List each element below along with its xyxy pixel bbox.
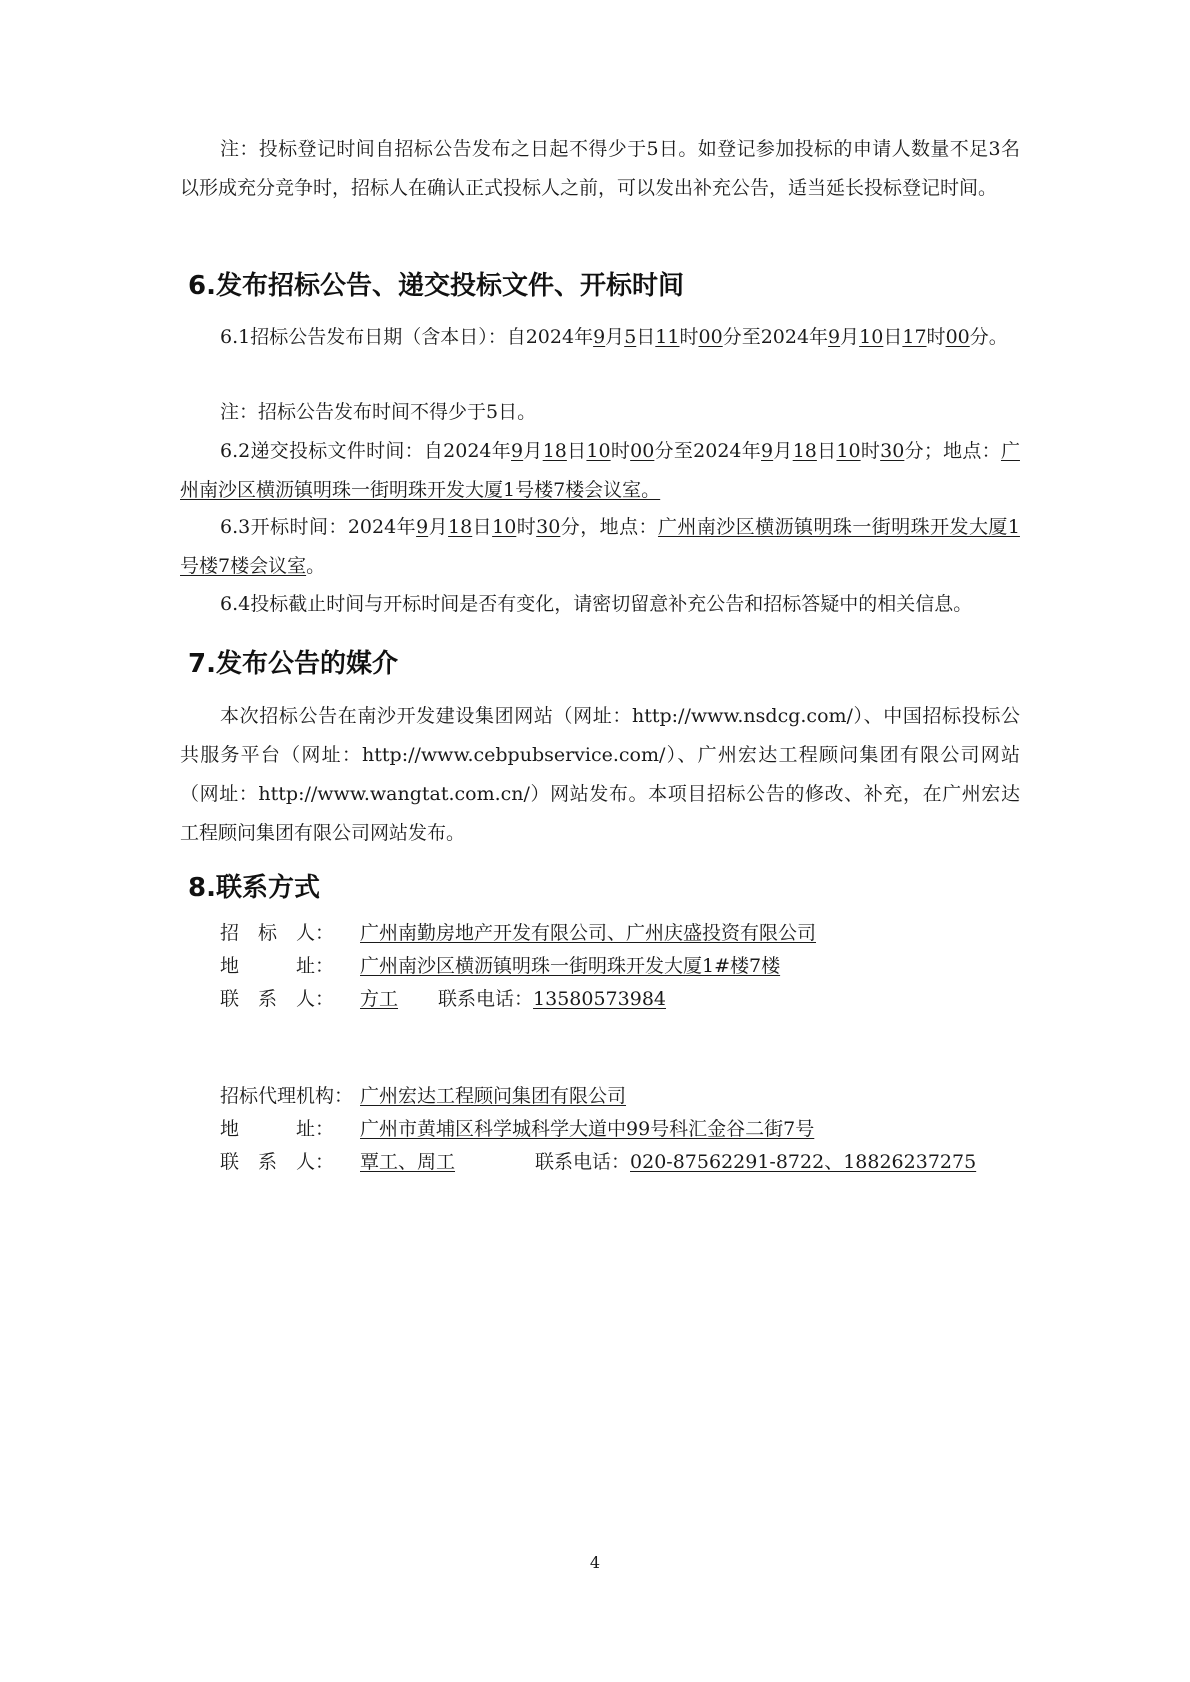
- section-7-body: 本次招标公告在南沙开发建设集团网站（网址：http://www.nsdcg.com/）、中国招标投标公共服务平台（网址：http://www.cebpubservice.com/）、广州宏达工程顾问集团有限公司网站（网址：http://www.wangtat.com.cn/）网站发布。本项目招标公告的修改、补充，在广州宏达工程顾问集团有限公司网站发布。: [180, 705, 1020, 844]
- section-6-1: 6.1招标公告发布日期（含本日）：自2024年9月5日11时00分至2024年9月10日17时00分。: [220, 326, 1008, 348]
- section-6-2: 6.2递交投标文件时间：自2024年9月18日10时00分至2024年9月18日10时30分；地点：广州南沙区横沥镇明珠一街明珠开发大厦1号楼7楼会议室。: [180, 440, 1020, 501]
- publish-time-note: 注：招标公告发布时间不得少于5日。: [220, 401, 537, 423]
- agency-contact-row: 联 系 人： 覃工、周工 联系电话：020-87562291-8722、18826237275: [220, 1151, 977, 1173]
- section-6-3: 6.3开标时间：2024年9月18日10时30分，地点：广州南沙区横沥镇明珠一街明珠开发大厦1号楼7楼会议室。: [180, 516, 1020, 577]
- agency-address-row: 地 址： 广州市黄埔区科学城科学大道中99号科汇金谷二街7号: [220, 1118, 815, 1140]
- tenderer-address-row: 地 址： 广州南沙区横沥镇明珠一街明珠开发大厦1#楼7楼: [220, 955, 781, 977]
- section-6-4: 6.4投标截止时间与开标时间是否有变化，请密切留意补充公告和招标答疑中的相关信息。: [220, 593, 973, 615]
- section-8-heading: 8.联系方式: [188, 873, 320, 903]
- agency-name-row: 招标代理机构： 广州宏达工程顾问集团有限公司: [220, 1085, 627, 1107]
- page-number: 4: [589, 1553, 601, 1572]
- tenderer-contact-row: 联 系 人： 方工 联系电话：13580573984: [220, 988, 667, 1010]
- section-6-heading: 6.发布招标公告、递交投标文件、开标时间: [188, 271, 684, 301]
- tenderer-name-row: 招 标 人： 广州南勤房地产开发有限公司、广州庆盛投资有限公司: [220, 922, 817, 944]
- registration-note: 注：投标登记时间自招标公告发布之日起不得少于5日。如登记参加投标的申请人数量不足3名以形成充分竞争时，招标人在确认正式投标人之前，可以发出补充公告，适当延长投标登记时间。: [180, 138, 1020, 199]
- section-7-heading: 7.发布公告的媒介: [188, 649, 398, 679]
